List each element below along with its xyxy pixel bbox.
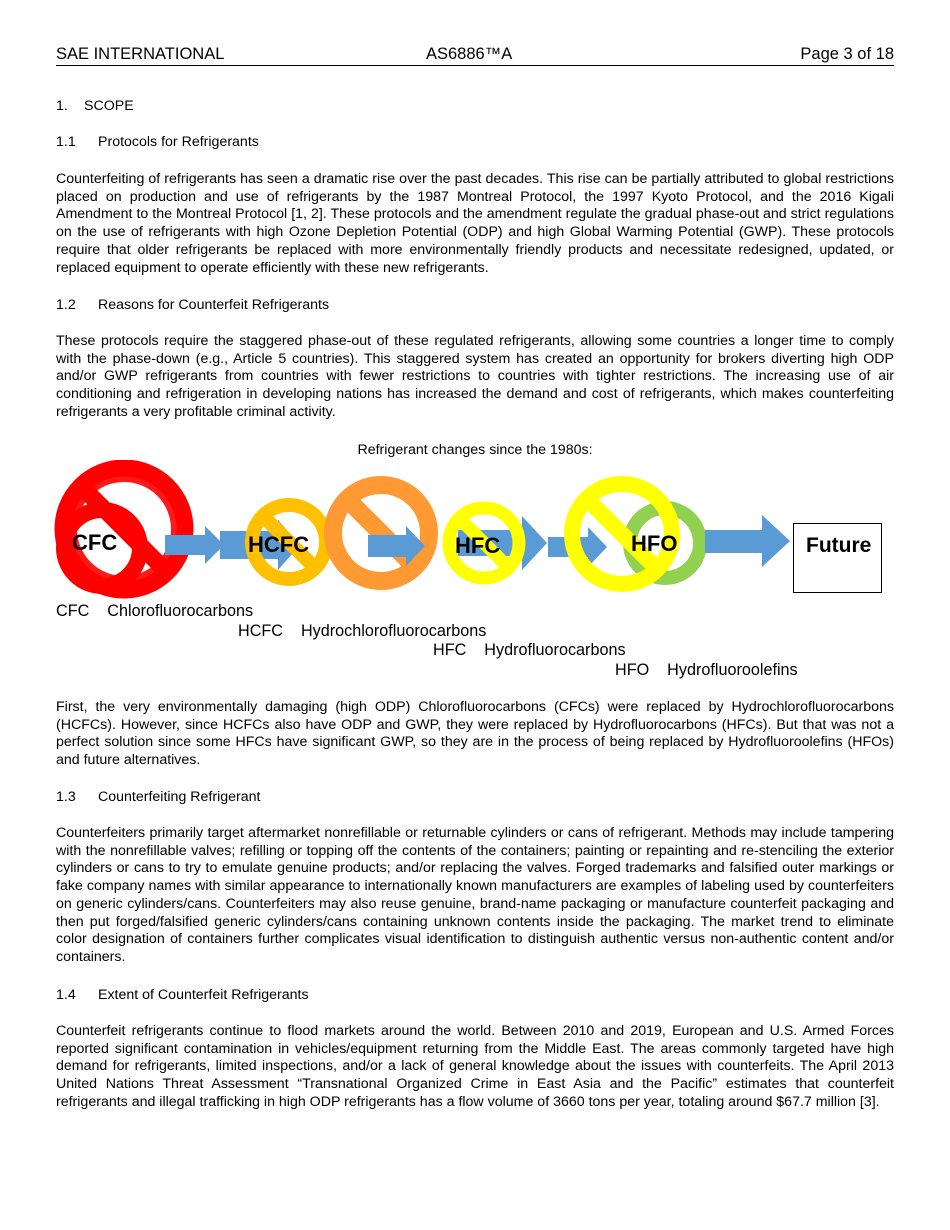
future-box [793,523,882,593]
legend-name: Hydrofluorocarbons [484,641,626,659]
hcfc-label: HCFC [248,532,310,557]
section-1-4-heading [56,987,309,1004]
cfc-prohibited-symbol [63,468,185,590]
legend-abbr: HFO [615,661,650,679]
legend-name: Hydrochlorofluorocarbons [300,622,487,640]
section-1-1-heading [56,134,259,151]
header-page-number: Page 3 of 18 [800,45,894,63]
cfc-slash [82,487,166,571]
orange-prohibited-symbol [333,485,429,581]
section-1-2-paragraph: These protocols require the staggered phase-out of these regulated refrigerants, allowing some countries a longer time to comply with the phase-down (e.g., Article 5 countries). This staggered system has created an opportunity for brokers diverting high ODP and/or GWP refrigerants from countries with fewer restrictions to countries with tighter restrictions. The increasing use of air conditioning and refrigeration in developing nations has increased the demand and cost of refrigerants, which makes counterfeiting refrigerants a very profitable criminal activity. [56,333,894,420]
section-number: 1.4 [56,987,76,1003]
legend-name: Chlorofluorocarbons [107,602,254,620]
legend-name: Hydrofluoroolefins [667,661,798,679]
legend-hfo [615,661,798,680]
arrow-6 [705,515,790,567]
section-number: 1.1 [56,134,76,150]
section-title: Counterfeiting Refrigerant [98,789,261,805]
section-1-4-paragraph: Counterfeit refrigerants continue to flood markets around the world. Between 2010 and 2019, European and U.S. Armed Forces reported significant contamination in vehicles/equipment returning from the Middle East. The areas commonly targeted have high demand for refrigerants, limited inspections, and/or a lack of general knowledge about the issues with counterfeits. The April 2013 United Nations Threat Assessment “Transnational Organized Crime in East Asia and the Pacific” estimates that counterfeit refrigerants and illegal trafficking in high ODP refrigerants has a flow volume of 3660 tons per year, totaling around $67.7 million [3]. [56,1023,894,1110]
section-number: 1. [56,98,68,114]
section-title: Extent of Counterfeit Refrigerants [98,987,309,1003]
future-label: Future [806,534,872,557]
section-1-3-paragraph: Counterfeiters primarily target aftermarket nonrefillable or returnable cylinders or cans of refrigerant. Methods may include tampering with the nonrefillable valves; refilling or topping off the contents of the containers; painting or repainting and re-stenciling the exterior cylinders or cans to try to emulate genuine products; and/or replacing the valves. Forged trademarks and falsified outer markings or fake company names with similar appearance to internationally known manufacturers are examples of labeling used by counterfeiters on generic cylinders/cans. Counterfeiters may also reuse genuine, brand-name packaging or manufacture counterfeit packaging and then put forged/falsified generic cylinders/cans containing unknown contents inside the packaging. The market trend to eliminate color designation of containers further complicates visual identification to distinguish authentic versus non-authentic content and/or containers. [56,825,894,965]
legend-abbr: HFC [433,641,467,659]
legend-hfc [433,641,626,660]
page-header [56,45,894,66]
section-title: Reasons for Counterfeit Refrigerants [98,297,330,313]
legend-cfc [56,602,253,621]
section-number: 1.3 [56,789,76,805]
section-1-2-heading [56,297,329,314]
legend-hcfc [238,622,486,641]
legend-abbr: CFC [56,602,90,620]
hfc-label: HFC [455,533,501,558]
section-1-3-heading [56,789,260,806]
header-organization: SAE INTERNATIONAL [56,45,225,63]
legend-abbr: HCFC [238,622,283,640]
section-1-1-paragraph: Counterfeiting of refrigerants has seen a dramatic rise over the past decades. This rise can be partially attributed to global restrictions placed on production and use of refrigerants by the 1987 Montreal Protocol, the 1997 Kyoto Protocol, and the 2016 Kigali Amendment to the Montreal Protocol [1, 2]. These protocols and the amendment regulate the gradual phase-out and strict regulations on the use of refrigerants with high Ozone Depletion Potential (ODP) and high Global Warming Potential (GWP). These protocols require that older refrigerants be replaced with more environmentally friendly products and necessitate redesigned, updated, or replaced equipment to operate efficiently with these new refrigerants. [56,171,894,276]
section-number: 1.2 [56,297,76,313]
hfo-label: HFO [631,531,678,556]
figure-caption: Refrigerant changes since the 1980s: [357,442,593,458]
header-document-number: AS6886™A [426,45,513,63]
section-1-heading [56,98,134,115]
section-title: SCOPE [84,98,134,114]
cfc-label: CFC [72,530,118,555]
figure-explanation-paragraph: First, the very environmentally damaging (high ODP) Chlorofluorocarbons (CFCs) were replaced by Hydrochlorofluorocarbons (HCFCs). However, since HCFCs also have ODP and GWP, they were replaced by Hydrofluorocarbons (HFCs). But that was not a perfect solution since some HFCs have significant GWP, so they are in the process of being replaced by Hydrofluoroolefins (HFOs) and future alternatives. [56,699,894,769]
section-title: Protocols for Refrigerants [98,134,259,150]
